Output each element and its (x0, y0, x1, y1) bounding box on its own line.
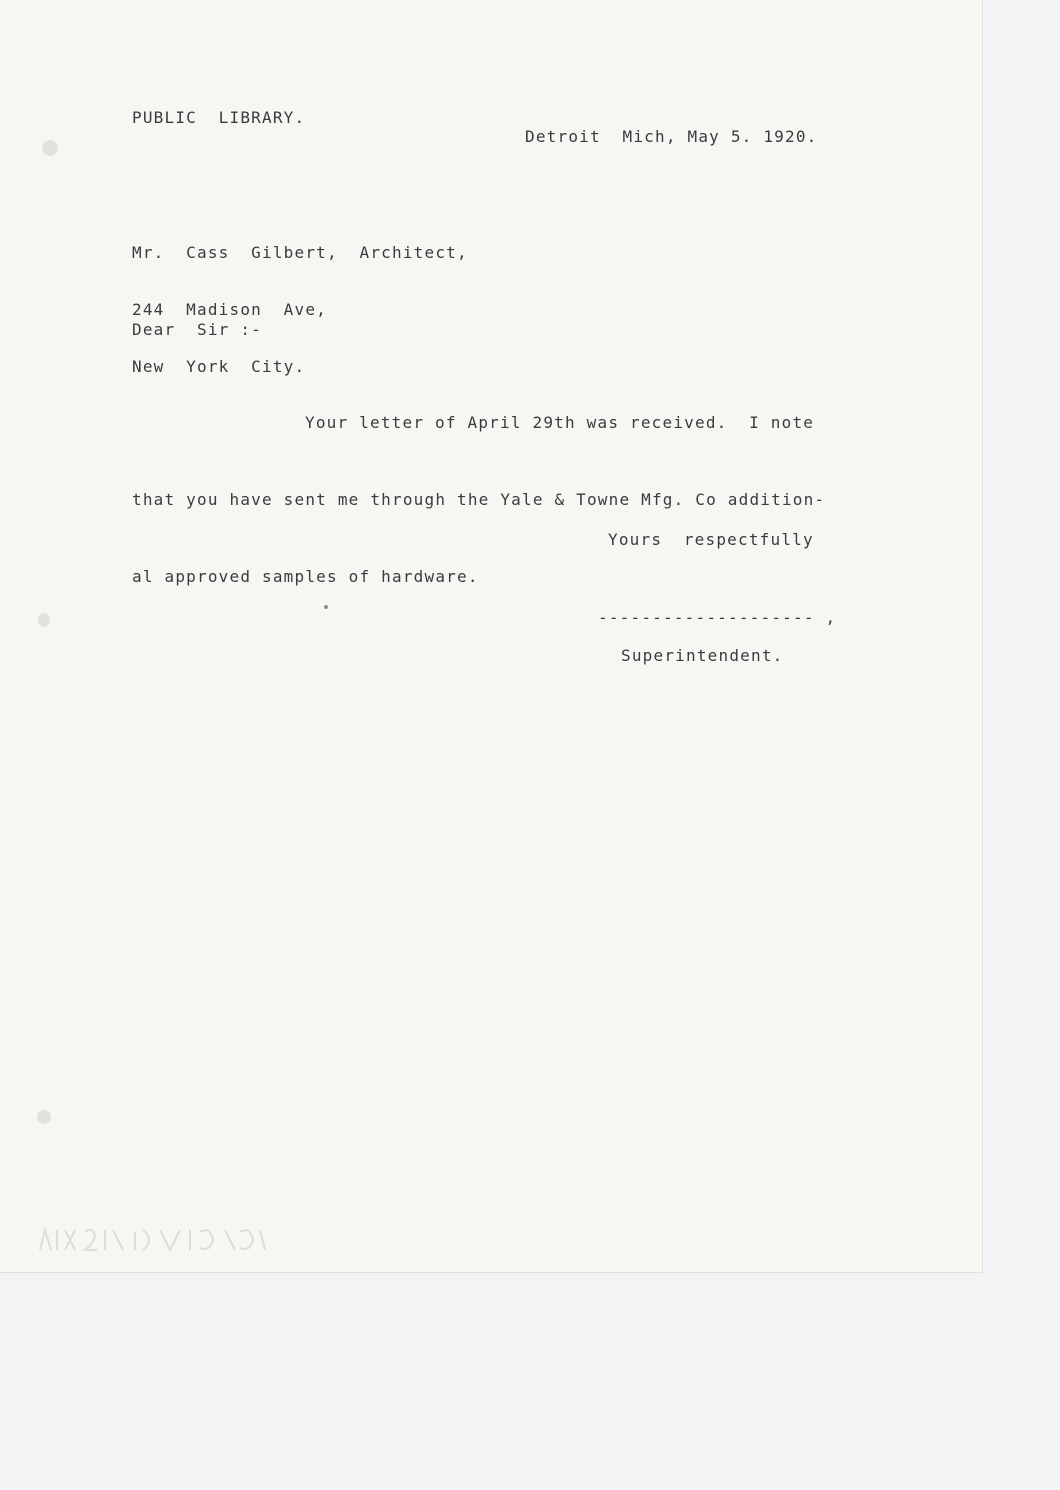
body-line: al approved samples of hardware. (132, 567, 479, 586)
signature-line: -------------------- , (598, 608, 837, 627)
recipient-name-line: Mr. Cass Gilbert, Architect, (132, 243, 468, 262)
recipient-city-line: New York City. (132, 357, 306, 376)
body-line: Your letter of April 29th was received. I note (305, 413, 815, 432)
punch-hole-mark (42, 140, 58, 156)
letterhead: PUBLIC LIBRARY. (132, 108, 306, 127)
closing: Yours respectfully (608, 530, 814, 549)
body-line: that you have sent me through the Yale & Towne Mfg. Co addition- (132, 490, 826, 509)
punch-hole-mark (37, 1110, 51, 1124)
dateline: Detroit Mich, May 5. 1920. (525, 127, 818, 146)
faint-archive-number-stamp-icon (35, 1222, 270, 1258)
recipient-street-line: 244 Madison Ave, (132, 300, 327, 319)
signature-title: Superintendent. (621, 646, 784, 665)
salutation: Dear Sir :- (132, 320, 262, 339)
punch-hole-mark (38, 613, 50, 627)
letter-body (132, 375, 825, 644)
